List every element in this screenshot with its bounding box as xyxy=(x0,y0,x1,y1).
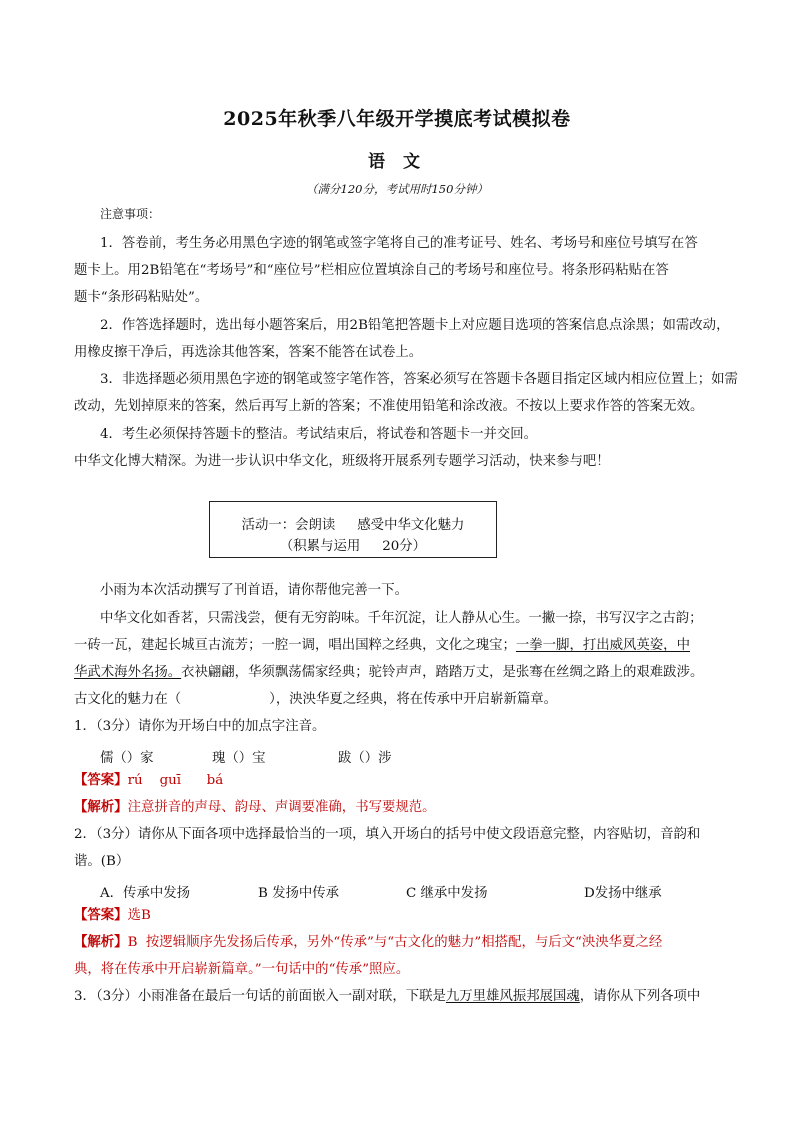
passage-text: 衣袂翩翩，华须飘荡儒家经典；驼铃声声，踏踏万丈，是张骞在丝绸之路上的艰难跋涉。 xyxy=(181,665,704,680)
q1-analysis xyxy=(74,801,726,814)
passage-line-2 xyxy=(74,639,726,652)
q2-option-d: D发扬中继承 xyxy=(584,886,662,901)
analysis-text: B 按逻辑顺序先发扬后传承，另外“传承”与“古文化的魅力”相搭配，与后文“泱泱华夏之经 xyxy=(127,935,663,950)
q1-blank-3: 跋（）涉 xyxy=(338,751,392,766)
q2-analysis xyxy=(74,936,726,949)
notice-item-1-cont: 题卡“条形码粘贴处”。 xyxy=(74,290,209,305)
activity-section xyxy=(210,535,496,554)
exam-title: 2025年秋季八年级开学摸底考试模拟卷 xyxy=(223,108,571,130)
activity-title xyxy=(210,514,496,533)
notice-item-3: 3．非选择题必须用黑色字迹的钢笔或签字笔作答，答案必须写在答题卡各题目指定区域内相应位置上；如需 xyxy=(100,372,738,387)
passage-lead: 小雨为本次活动撰写了刊首语，请你帮他完善一下。 xyxy=(100,583,408,598)
passage-line-1: 中华文化如香茗，只需浅尝，便有无穷韵味。千年沉淀，让人静从心生。一撇一捺，书写汉字之古韵； xyxy=(100,611,703,626)
q2-option-b: B 发扬中传承 xyxy=(258,886,340,901)
activity-section-label: （积累与运用 xyxy=(279,539,361,554)
passage-text: ），泱泱华夏之经典，将在传承中开启崭新篇章。 xyxy=(269,692,558,707)
notice-item-4: 4．考生必须保持答题卡的整洁。考试结束后，将试卷和答题卡一并交回。 xyxy=(100,427,538,442)
underlined-text: 一拳一脚，打出威风英姿，中 xyxy=(515,638,690,653)
q1-stem: 1．（3分）请你为开场白中的加点字注音。 xyxy=(74,719,326,734)
subject-title: 语文 xyxy=(368,152,438,172)
notice-item-1: 1．答卷前，考生务必用黑色字迹的钢笔或签字笔将自己的准考证号、姓名、考场号和座位号填写在答 xyxy=(100,236,698,251)
notice-item-3-cont: 改动，先划掉原来的答案，然后再写上新的答案；不准使用铅笔和涂改液。不按以上要求作答的答案无效。 xyxy=(74,399,704,414)
intro-text: 中华文化博大精深。为进一步认识中华文化，班级将开展系列专题学习活动，快来参与吧！ xyxy=(74,454,610,469)
analysis-tag: 【解析】 xyxy=(74,934,128,950)
answer-text: 选B xyxy=(127,908,151,923)
activity-theme: 感受中华文化魅力 xyxy=(357,518,465,533)
q1-blank-1: 儒（）家 xyxy=(100,751,154,766)
q2-stem-cont: 谐。(B） xyxy=(74,854,130,869)
answer-tag: 【答案】 xyxy=(74,907,128,923)
q1-blank-2: 瑰（）宝 xyxy=(212,751,266,766)
q3-text: ，请你从下列各项中 xyxy=(579,989,701,1004)
q2-stem: 2．（3分）请你从下面各项中选择最恰当的一项，填入开场白的括号中使文段语意完整，内容贴切，音韵和 xyxy=(74,827,701,842)
notice-heading: 注意事项： xyxy=(100,207,161,221)
passage-line-4 xyxy=(74,693,726,706)
q3-text: 3．（3分）小雨准备在最后一句话的前面嵌入一副对联，下联是 xyxy=(74,989,446,1004)
answer-tag: 【答案】 xyxy=(74,772,128,788)
analysis-text: 注意拼音的声母、韵母、声调要准确，书写要规范。 xyxy=(127,800,436,815)
exam-info: （满分120分，考试用时150分钟） xyxy=(306,182,488,196)
passage-text: 古文化的魅力在（ xyxy=(74,692,182,707)
notice-item-2-cont: 用橡皮擦干净后，再选涂其他答案，答案不能答在试卷上。 xyxy=(74,345,423,360)
passage-text: 一砖一瓦，建起长城亘古流芳；一腔一调，唱出国粹之经典，文化之瑰宝； xyxy=(74,638,516,653)
underlined-text: 华武术海外名扬。 xyxy=(74,665,182,680)
underlined-text: 九万里雄风振邦展国魂 xyxy=(445,989,580,1004)
q3-stem xyxy=(74,990,726,1003)
activity-box xyxy=(209,501,497,558)
q2-option-a: A．传承中发扬 xyxy=(100,886,191,901)
answer-text: rú guī bá xyxy=(127,773,224,788)
q2-option-c: C 继承中发扬 xyxy=(406,886,488,901)
q2-answer xyxy=(74,909,726,922)
passage-line-3 xyxy=(74,666,726,679)
analysis-tag: 【解析】 xyxy=(74,799,128,815)
q1-answer xyxy=(74,774,726,787)
activity-name: 活动一：会朗读 xyxy=(241,518,336,533)
q2-analysis-cont: 典，将在传承中开启崭新篇章。”一句话中的“传承”照应。 xyxy=(74,962,410,977)
activity-score: 20分） xyxy=(382,539,427,554)
notice-item-2: 2．作答选择题时，选出每小题答案后，用2B铅笔把答题卡上对应题目选项的答案信息点涂黑；如需改动， xyxy=(100,318,730,333)
notice-item-1-cont: 题卡上。用2B铅笔在“考场号”和“座位号”栏相应位置填涂自己的考场号和座位号。将条形码粘贴在答 xyxy=(74,263,669,278)
